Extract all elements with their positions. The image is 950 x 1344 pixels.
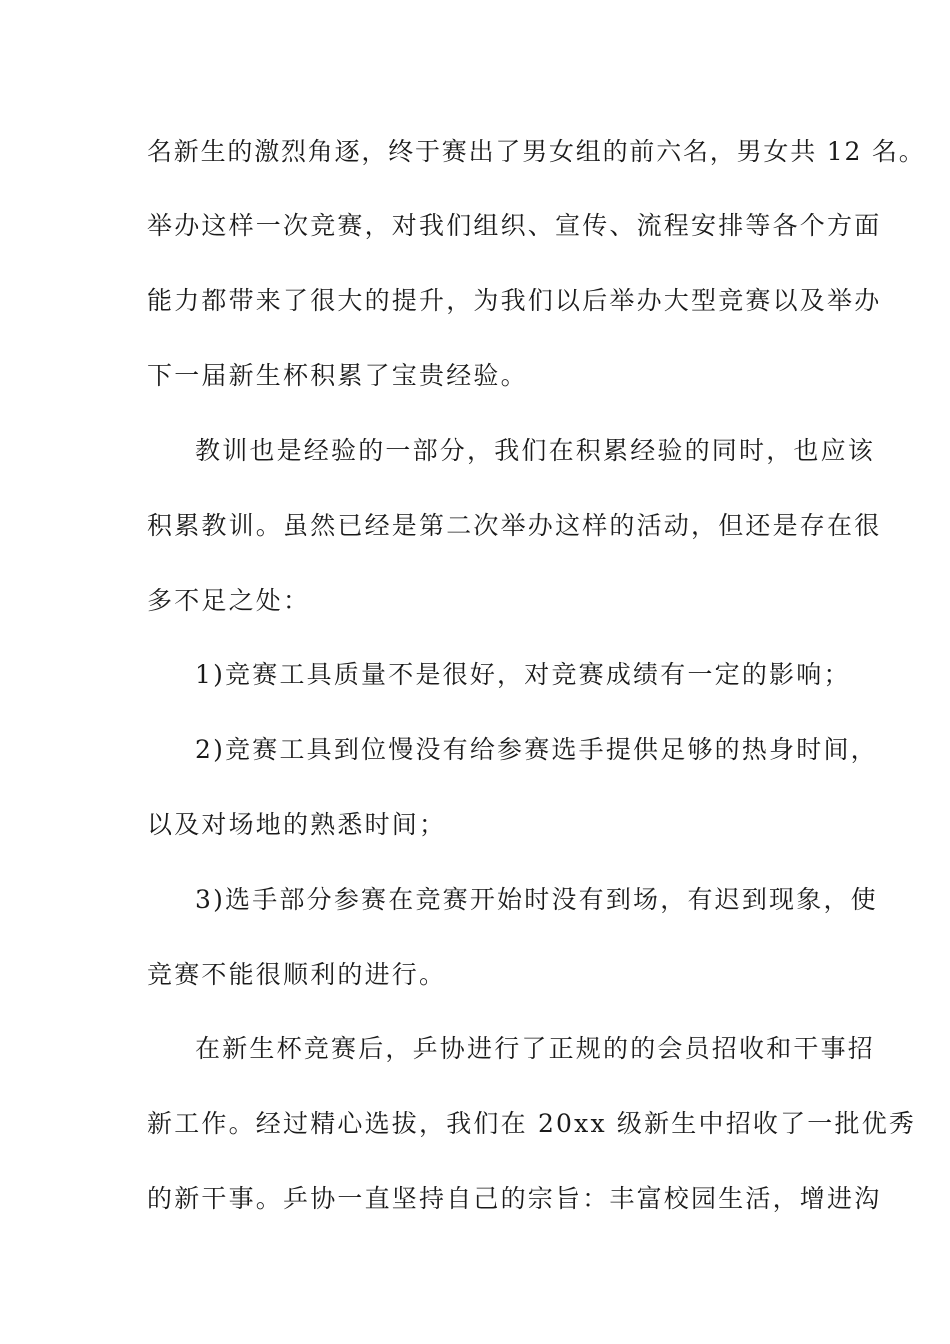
list-item-2: 2)竞赛工具到位慢没有给参赛选手提供足够的热身时间， — [195, 735, 878, 764]
body-text-line: 以及对场地的熟悉时间； — [147, 810, 447, 839]
paragraph-first-line: 在新生杯竞赛后，乒协进行了正规的的会员招收和干事招 — [195, 1034, 876, 1063]
body-text-line: 名新生的激烈角逐，终于赛出了男女组的前六名，男女共 12 名。 — [147, 137, 926, 166]
body-text-line: 竞赛不能很顺利的进行。 — [147, 960, 447, 989]
body-text-line: 的新干事。乒协一直坚持自己的宗旨：丰富校园生活，增进沟 — [147, 1184, 882, 1213]
body-text-line: 多不足之处： — [147, 586, 311, 615]
body-text-line: 新工作。经过精心选拔，我们在 20xx 级新生中招收了一批优秀 — [147, 1109, 917, 1138]
body-text-line: 积累教训。虽然已经是第二次举办这样的活动，但还是存在很 — [147, 511, 882, 540]
body-text-line: 举办这样一次竞赛，对我们组织、宣传、流程安排等各个方面 — [147, 211, 882, 240]
list-item-3: 3)选手部分参赛在竞赛开始时没有到场，有迟到现象，使 — [195, 885, 878, 914]
body-text-line: 能力都带来了很大的提升，为我们以后举办大型竞赛以及举办 — [147, 286, 882, 315]
list-item-1: 1)竞赛工具质量不是很好，对竞赛成绩有一定的影响； — [195, 660, 851, 689]
paragraph-first-line: 教训也是经验的一部分，我们在积累经验的同时，也应该 — [195, 436, 876, 465]
body-text-line: 下一届新生杯积累了宝贵经验。 — [147, 361, 528, 390]
